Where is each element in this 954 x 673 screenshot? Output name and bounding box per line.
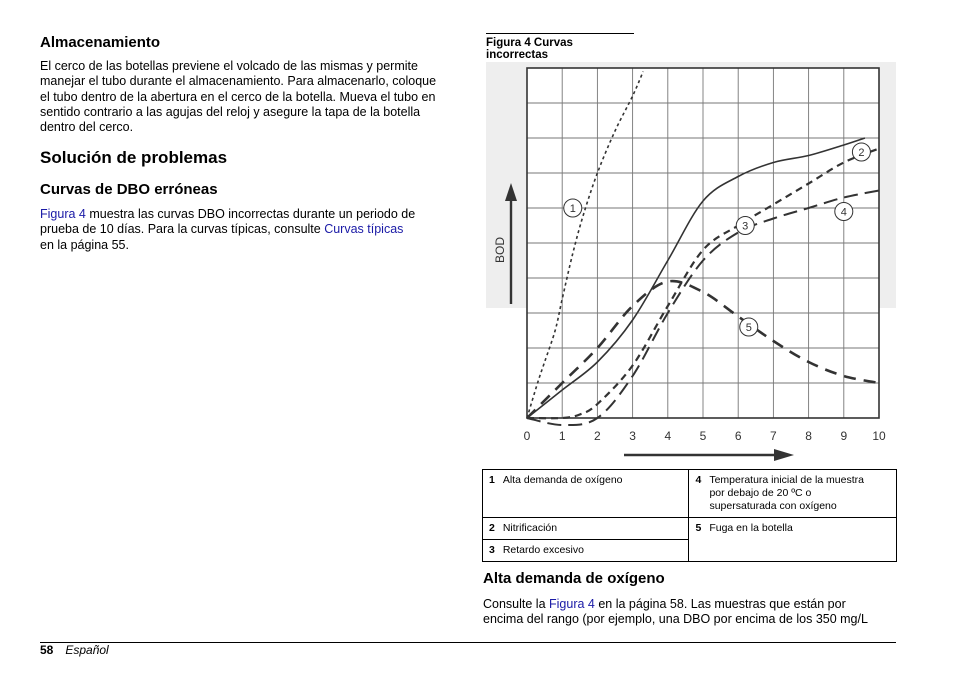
text-line: sentido contrario a las agujas del reloj y asegure la tapa de la botella [40, 104, 421, 119]
x-tick-label: 10 [872, 429, 886, 443]
x-tick-label: 1 [558, 429, 566, 443]
legend-text: supersaturada con oxígeno [709, 500, 837, 512]
x-tick-label: 4 [664, 429, 672, 443]
series-marker-label: 4 [840, 206, 847, 219]
series-marker-label: 3 [742, 220, 749, 233]
page-number: 58 [40, 643, 54, 657]
text-span: Consulte la [483, 597, 550, 611]
text-span: en la página 58. Las muestras que están por [594, 597, 846, 611]
text-span: muestra las curvas DBO incorrectas durante un periodo de [85, 207, 416, 221]
page-footer [40, 643, 109, 657]
x-tick-label: 2 [594, 429, 601, 443]
section-title-curves: Curvas de DBO erróneas [40, 181, 218, 198]
legend-text: Fuga en la botella [709, 522, 793, 534]
footer-rule [40, 642, 896, 643]
text-line [40, 222, 455, 237]
x-tick-label: 7 [770, 429, 777, 443]
curves-paragraph [40, 207, 455, 253]
legend-cell [689, 470, 897, 518]
legend-cell [483, 518, 689, 540]
y-axis-label: BOD [493, 236, 507, 264]
text-line: manejar el tubo durante el almacenamiento. Para almacenarlo, coloque [40, 74, 437, 89]
x-tick-label: 9 [840, 429, 848, 443]
legend-text: Temperatura inicial de la muestra [709, 474, 864, 486]
figure-caption: Figura 4 Curvas incorrectas [486, 33, 634, 61]
legend-text: Retardo excesivo [502, 544, 584, 556]
legend-number: 1 [489, 474, 495, 486]
section-title-troubleshooting: Solución de problemas [40, 148, 228, 167]
text-line: el tubo dentro de la abertura en el cerco de la botella. Mueva el tubo en [40, 89, 436, 104]
text-line: en la página 55. [40, 237, 129, 252]
legend-text: Alta demanda de oxígeno [502, 474, 623, 486]
legend-text: por debajo de 20 ºC o [709, 487, 812, 499]
text-line: encima del rango (por ejemplo, una DBO por encima de los 350 mg/L [483, 612, 868, 627]
text-span: prueba de 10 días. Para la curvas típicas, consulte [40, 222, 325, 237]
x-axis-arrow-head [774, 449, 794, 461]
x-tick-labels [524, 429, 886, 443]
legend-cell [483, 470, 689, 518]
x-tick-label: 0 [523, 429, 531, 443]
typical-curves-link[interactable]: Curvas típicas [324, 222, 404, 237]
text-line [483, 597, 898, 612]
series-marker-label: 5 [745, 322, 752, 334]
footer-language: Español [65, 643, 109, 657]
figure-legend-table [482, 469, 897, 562]
legend-cell [483, 540, 689, 562]
section-title-storage: Almacenamiento [40, 34, 161, 51]
text-line [40, 207, 455, 222]
x-tick-label: 8 [805, 429, 812, 443]
x-tick-label: 5 [699, 429, 707, 443]
incorrect-curves-chart [486, 62, 896, 464]
legend-number: 5 [695, 522, 702, 534]
text-line: El cerco de las botellas previene el volcado de las mismas y permite [40, 59, 418, 73]
section-title-high-oxygen-demand: Alta demanda de oxígeno [483, 570, 665, 587]
legend-text: Nitrificación [502, 522, 558, 534]
series-marker-label: 1 [569, 203, 576, 215]
legend-number: 3 [489, 544, 495, 556]
x-tick-label: 6 [734, 429, 742, 443]
text-line: dentro del cerco. [40, 120, 134, 135]
figure-4-link[interactable]: Figura 4 [549, 597, 595, 611]
figure-4-link[interactable]: Figura 4 [40, 207, 86, 221]
legend-number: 4 [695, 474, 702, 486]
series-marker-label: 2 [858, 147, 865, 159]
table-row [483, 470, 897, 518]
table-row [483, 518, 897, 540]
oxygen-paragraph [483, 597, 898, 628]
legend-number: 2 [489, 522, 495, 534]
x-tick-label: 3 [629, 429, 636, 443]
legend-cell [689, 518, 897, 562]
storage-paragraph [40, 59, 455, 135]
